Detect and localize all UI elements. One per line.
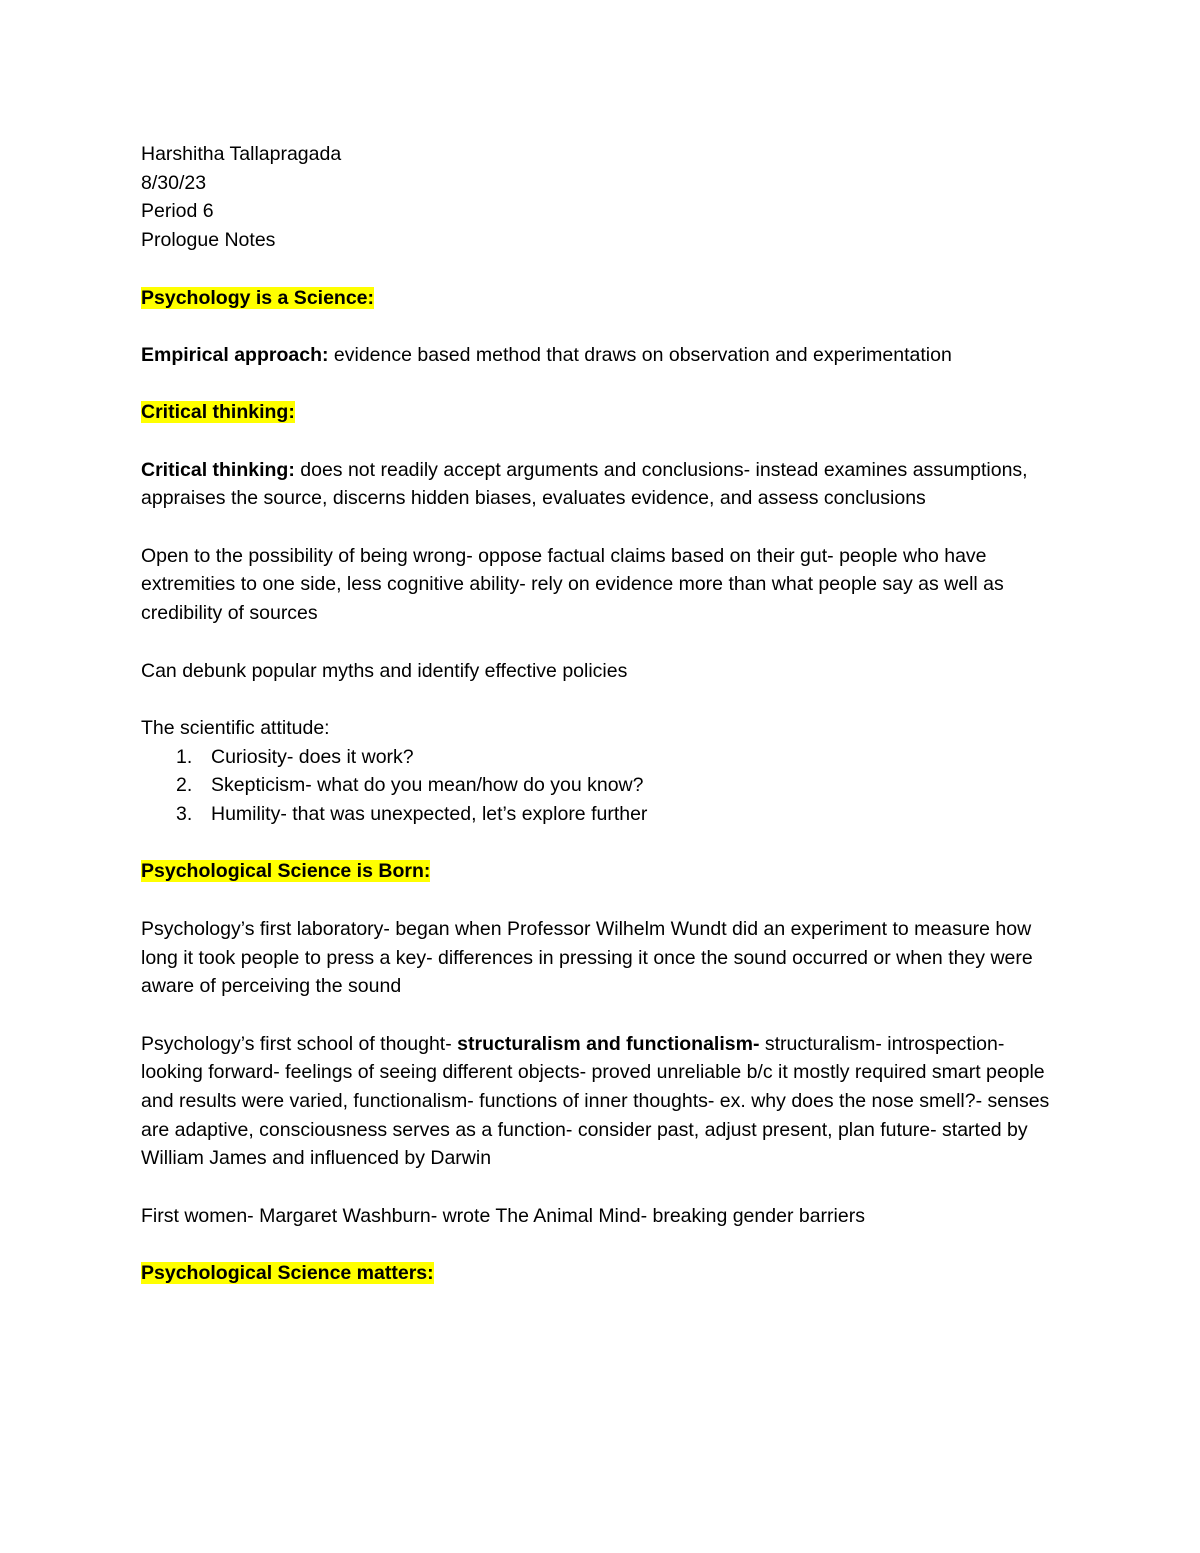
section-heading-text: Psychology is a Science:	[141, 286, 375, 309]
spacer	[141, 370, 1061, 399]
document-date: 8/30/23	[141, 171, 207, 194]
list-item	[141, 743, 1061, 772]
term-definition: structuralism- introspection- looking forward- feelings of seeing different objects- proved unreliable b/c it mostly required smart people and results were varied, functionalism- functions of inner thoughts- ex. why does the nose smell?- senses are adaptive, consciousness serves as a function- consider past, adjust present, plan future- started by William James and influenced by Darwin	[141, 1032, 1050, 1170]
first-laboratory-paragraph: Psychology’s first laboratory- began when Professor Wilhelm Wundt did an experiment to measure how long it took people to press a key- differences in pressing it once the sound occurred or when they were aware of perceiving the sound	[141, 917, 1033, 998]
school-of-thought-paragraph	[141, 1030, 1061, 1174]
spacer	[141, 1173, 1061, 1202]
section-heading-science-matters	[141, 1259, 1061, 1288]
spacer	[141, 312, 1061, 341]
spacer	[141, 1231, 1061, 1260]
term-definition: evidence based method that draws on observation and experimentation	[328, 343, 952, 366]
spacer	[141, 255, 1061, 284]
first-women-paragraph: First women- Margaret Washburn- wrote The Animal Mind- breaking gender barriers	[141, 1204, 865, 1227]
list-item-text: Skepticism- what do you mean/how do you know?	[211, 774, 644, 797]
list-item-text: Humility- that was unexpected, let’s explore further	[211, 803, 648, 826]
term-definition: does not readily accept arguments and conclusions- instead examines assumptions, appraises the source, discerns hidden biases, evaluates evidence, and assess conclusions	[141, 458, 1028, 510]
spacer	[141, 685, 1061, 714]
class-period: Period 6	[141, 200, 214, 223]
scientific-attitude-list	[141, 743, 1061, 829]
spacer	[141, 886, 1061, 915]
open-to-wrong-paragraph: Open to the possibility of being wrong- oppose factual claims based on their gut- people who have extremities to one side, less cognitive ability- rely on evidence more than what people say as well as credibility of sources	[141, 544, 1004, 625]
debunk-myths-paragraph: Can debunk popular myths and identify effective policies	[141, 659, 628, 682]
section-heading-text: Psychological Science matters:	[141, 1262, 434, 1285]
paragraph-prefix: Psychology’s first school of thought-	[141, 1032, 458, 1055]
list-item	[141, 800, 1061, 829]
spacer	[141, 1001, 1061, 1030]
term-label: Critical thinking:	[141, 458, 295, 481]
section-heading-critical-thinking	[141, 398, 1061, 427]
list-item-text: Curiosity- does it work?	[211, 745, 414, 768]
section-heading-science	[141, 284, 1061, 313]
list-number: 2.	[176, 774, 193, 797]
spacer	[141, 628, 1061, 657]
section-heading-science-born	[141, 857, 1061, 886]
scientific-attitude-intro: The scientific attitude:	[141, 716, 330, 739]
empirical-approach-paragraph	[141, 341, 1061, 370]
document-page	[141, 140, 1061, 1288]
section-heading-text: Critical thinking:	[141, 401, 295, 424]
term-label: structuralism and functionalism-	[457, 1032, 760, 1055]
critical-thinking-paragraph	[141, 456, 1061, 513]
term-label: Empirical approach:	[141, 343, 329, 366]
list-number: 1.	[176, 745, 193, 768]
list-number: 3.	[176, 803, 193, 826]
student-name: Harshitha Tallapragada	[141, 143, 342, 165]
list-item	[141, 771, 1061, 800]
spacer	[141, 427, 1061, 456]
spacer	[141, 829, 1061, 858]
section-heading-text: Psychological Science is Born:	[141, 860, 431, 883]
document-title: Prologue Notes	[141, 229, 276, 252]
spacer	[141, 513, 1061, 542]
